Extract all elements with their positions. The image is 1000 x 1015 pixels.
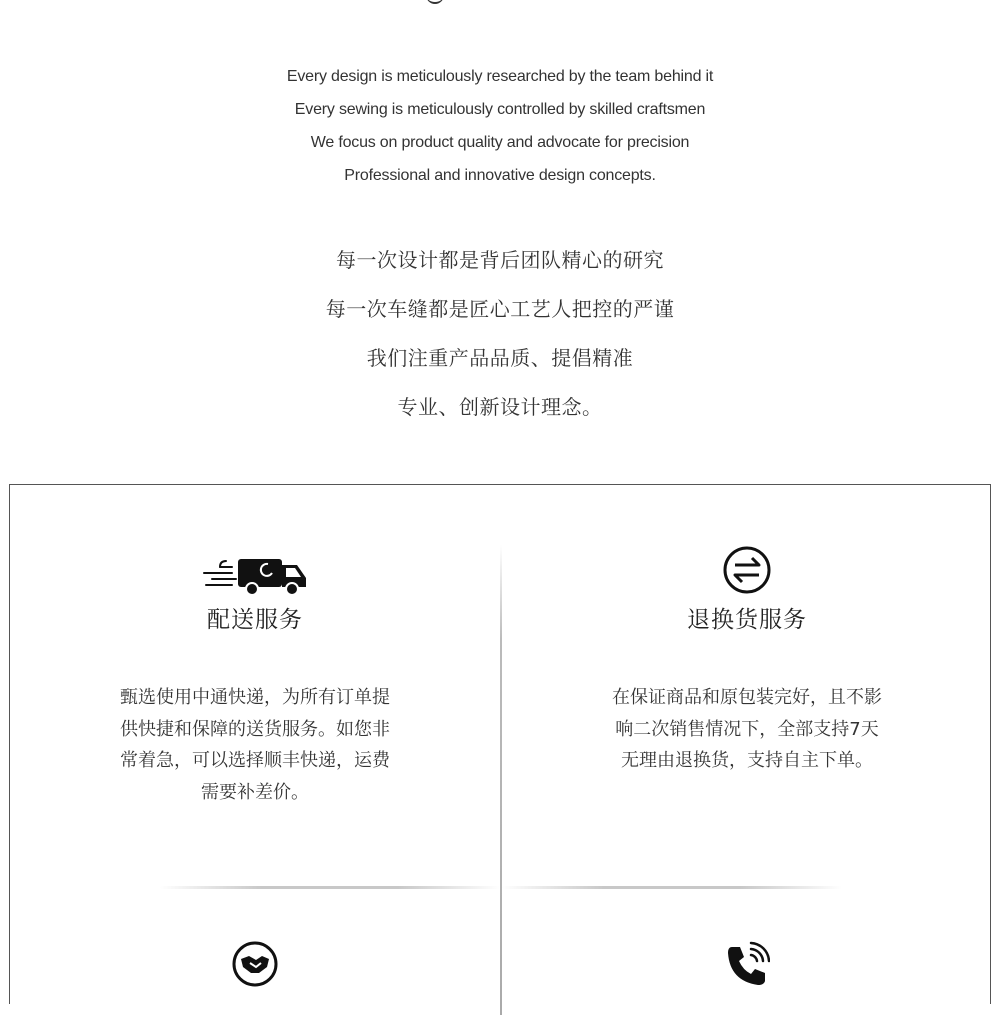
service-title: 退换货服务: [687, 607, 807, 633]
service-description: 在保证商品和原包装完好，且不影响二次销售情况下，全部支持7天无理由退换货，支持自主下单。: [612, 687, 882, 771]
handshake-icon: [232, 941, 278, 987]
intro-en-line: We focus on product quality and advocate for precision: [310, 134, 690, 151]
service-grid: [9, 484, 991, 1004]
intro-cn-line: 专业、创新设计理念。: [397, 395, 603, 419]
intro-cn-line: 每一次设计都是背后团队精心的研究: [336, 248, 664, 272]
delivery-truck-icon: [202, 553, 308, 595]
intro-cn-line: 每一次车缝都是匠心工艺人把控的严谨: [325, 297, 675, 321]
horizontal-divider: [502, 886, 842, 889]
intro-en-line: Every sewing is meticulously controlled by skilled craftsmen: [294, 101, 706, 118]
intro-english: [0, 60, 1000, 192]
horizontal-divider: [160, 886, 500, 889]
service-exchange: [502, 545, 992, 777]
service-delivery: [10, 545, 500, 808]
service-phone: [502, 937, 992, 987]
intro-chinese: [0, 236, 1000, 432]
service-handshake: [10, 937, 500, 987]
decorative-mark: [426, 0, 444, 4]
service-description: 甄选使用中通快递，为所有订单提供快捷和保障的送货服务。如您非常着急，可以选择顺丰快递，运费需要补差价。: [120, 687, 390, 803]
phone-call-icon: [724, 941, 770, 987]
intro-en-line: Every design is meticulously researched by the team behind it: [286, 68, 714, 85]
exchange-arrows-icon: [722, 545, 772, 595]
intro-en-line: Professional and innovative design concepts.: [344, 167, 656, 184]
intro-cn-line: 我们注重产品品质、提倡精准: [366, 346, 634, 370]
service-title: 配送服务: [207, 607, 303, 633]
